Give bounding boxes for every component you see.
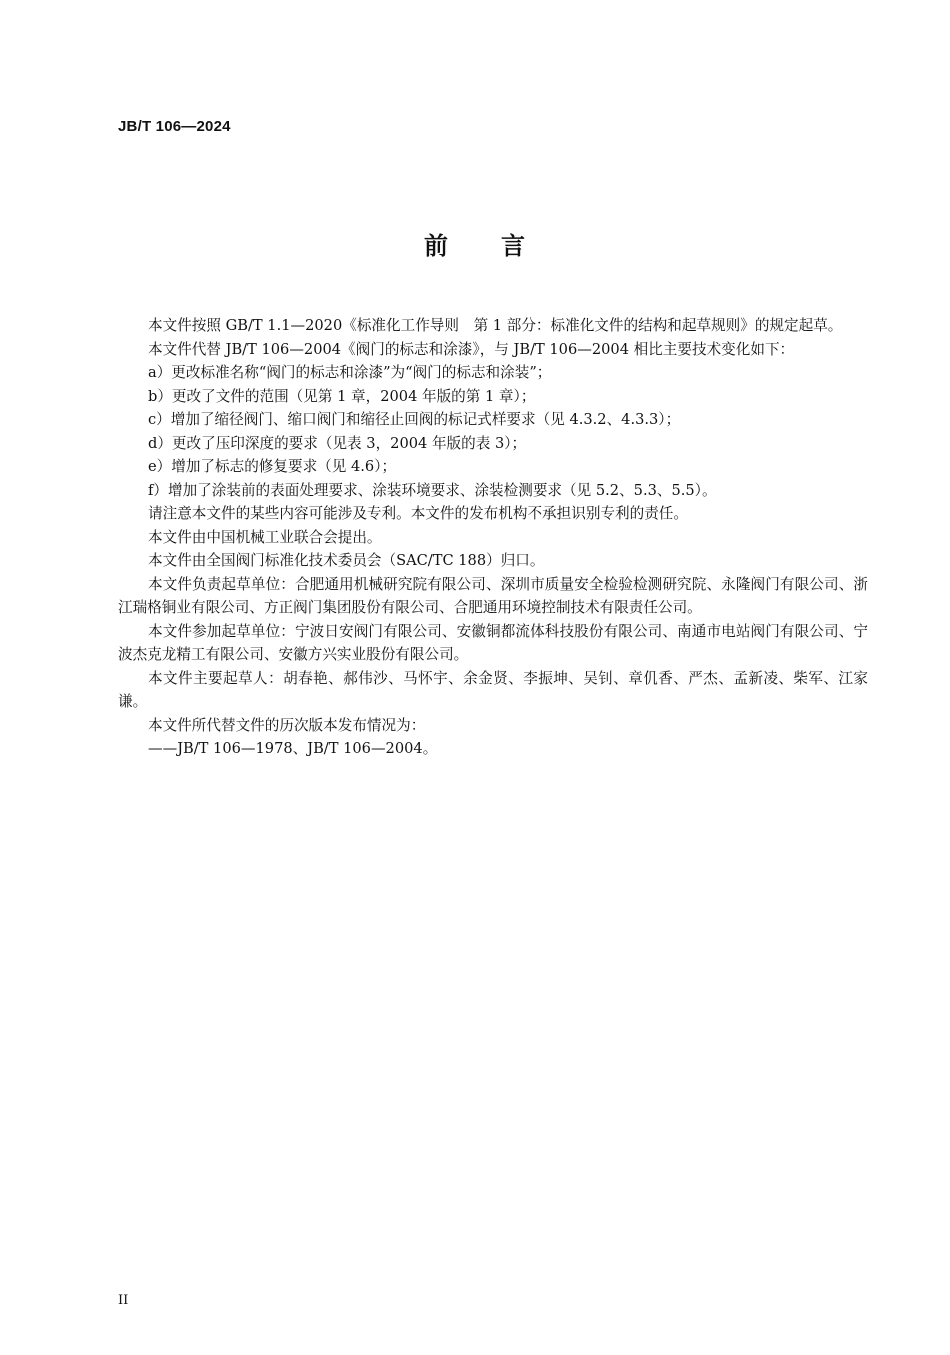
document-code: JB/T 106—2024 — [118, 118, 231, 135]
paragraph-main-drafters: 本文件主要起草人：胡春艳、郝伟沙、马怀宇、余金贤、李振坤、吴钊、章仉香、严杰、孟新凌、柴军、江家谦。 — [118, 669, 868, 710]
paragraph-proposer: 本文件由中国机械工业联合会提出。 — [148, 528, 382, 546]
change-item-f: f）增加了涂装前的表面处理要求、涂装环境要求、涂装检测要求（见 5.2、5.3、5.5）。 — [148, 481, 717, 499]
paragraph-participating-drafters: 本文件参加起草单位：宁波日安阀门有限公司、安徽铜都流体科技股份有限公司、南通市电站阀门有限公司、宁波杰克龙精工有限公司、安徽方兴实业股份有限公司。 — [118, 622, 868, 663]
change-item-a: a）更改标准名称“阀门的标志和涂漆”为“阀门的标志和涂装”； — [148, 364, 552, 381]
paragraph-history-intro: 本文件所代替文件的历次版本发布情况为： — [148, 716, 426, 734]
title-char-1: 前 — [424, 232, 449, 260]
page-number: II — [118, 1293, 129, 1308]
change-item-c: c）增加了缩径阀门、缩口阀门和缩径止回阀的标记式样要求（见 4.3.2、4.3.3）； — [148, 411, 681, 428]
change-item-b: b）更改了文件的范围（见第 1 章，2004 年版的第 1 章）； — [148, 387, 536, 405]
paragraph-patent-notice: 请注意本文件的某些内容可能涉及专利。本文件的发布机构不承担识别专利的责任。 — [148, 505, 688, 522]
change-item-e: e）增加了标志的修复要求（见 4.6）； — [148, 458, 397, 475]
foreword-body — [118, 314, 868, 761]
page-title — [0, 226, 950, 261]
paragraph-lead-drafters: 本文件负责起草单位：合肥通用机械研究院有限公司、深圳市质量安全检验检测研究院、永隆阀门有限公司、浙江瑞格铜业有限公司、方正阀门集团股份有限公司、合肥通用环境控制技术有限责任公司。 — [118, 575, 868, 616]
paragraph-history-list: ——JB/T 106—1978、JB/T 106—2004。 — [148, 740, 438, 757]
title-char-2: 言 — [501, 232, 526, 260]
paragraph-drafting-basis: 本文件按照 GB/T 1.1—2020《标准化工作导则 第 1 部分：标准化文件的结构和起草规则》的规定起草。 — [148, 317, 843, 334]
paragraph-replacement: 本文件代替 JB/T 106—2004《阀门的标志和涂漆》，与 JB/T 106—2004 相比主要技术变化如下： — [148, 340, 795, 358]
change-item-d: d）更改了压印深度的要求（见表 3，2004 年版的表 3）； — [148, 434, 527, 452]
paragraph-committee: 本文件由全国阀门标准化技术委员会（SAC/TC 188）归口。 — [148, 552, 545, 569]
